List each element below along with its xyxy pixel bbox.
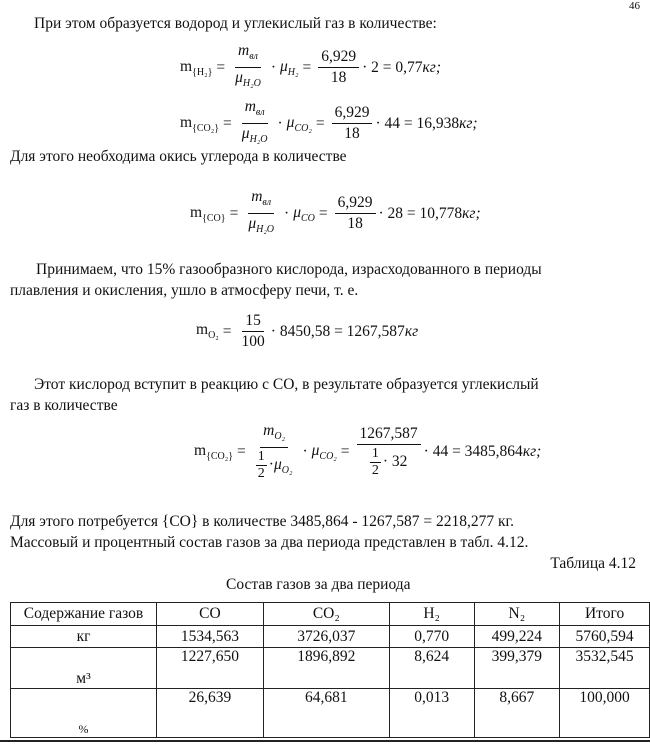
table-cell: 100,000 xyxy=(560,689,650,738)
table-row xyxy=(11,648,650,689)
table-cell: 26,639 xyxy=(157,689,264,738)
page-bottom-rule xyxy=(0,740,650,742)
table-label: Таблица 4.12 xyxy=(550,555,636,572)
table-title: Состав газов за два периода xyxy=(226,576,411,593)
paragraph-oxygen-line1: Принимаем, что 15% газообразного кислорода, израсходованного в периоды xyxy=(36,261,542,278)
table-header-cell: Содержание газов xyxy=(11,603,157,626)
equation-oxygen: $m_{O_2}$ = $\frac{15}{100}$ · 8450,58 = 1267,587 кг xyxy=(196,312,419,350)
table-cell: 1896,892 xyxy=(263,648,389,689)
page-number: 46 xyxy=(629,0,640,12)
table-cell: 499,224 xyxy=(474,626,560,648)
paragraph-intro: При этом образуется водород и углекислый газ в количестве: xyxy=(34,15,437,32)
paragraph-reaction-line2: газ в количестве xyxy=(10,397,118,414)
table-row-label: м³ xyxy=(11,648,157,689)
paragraph-oxygen-line2: плавления и окисления, ушло в атмосферу печи, т. е. xyxy=(10,282,359,299)
table-header-cell: CO₂ xyxy=(263,603,389,626)
table-header-cell: H₂ xyxy=(389,603,474,626)
paragraph-reaction-line1: Этот кислород вступит в реакцию с CO, в результате образуется углекислый xyxy=(34,376,539,393)
table-cell: 8,667 xyxy=(474,689,560,738)
gas-composition-table xyxy=(10,602,650,738)
equation-hydrogen: $m_{\{H_2\}}$ = $\frac{m_{вл}}{\mu_{H_2O}}$ · $\mu_{H_2}$ = $\frac{6,929}{18}$ · 2 = 0,77 кг; xyxy=(180,42,441,90)
paragraph-co-needed: Для этого необходима окись углерода в количестве xyxy=(10,148,347,165)
paragraph-co-required: Для этого потребуется {CO} в количестве 3485,864 - 1267,587 = 2218,277 кг. xyxy=(10,513,515,530)
table-cell: 3532,545 xyxy=(560,648,650,689)
equation-carbon-monoxide: $m_{\{CO\}}$ = $\frac{m_{вл}}{\mu_{H_2O}}$ · $\mu_{CO}$ = $\frac{6,929}{18}$ · 28 = 10,778 кг; xyxy=(190,188,481,236)
table-row xyxy=(11,626,650,648)
table-header-row xyxy=(11,603,650,626)
paragraph-table-reference: Массовый и процентный состав газов за два периода представлен в табл. 4.12. xyxy=(10,534,529,551)
table-row xyxy=(11,689,650,738)
table-cell: 8,624 xyxy=(389,648,474,689)
equation-carbon-dioxide: $m_{\{CO_2\}}$ = $\frac{m_{вл}}{\mu_{H_2O}}$ · $\mu_{CO_2}$ = $\frac{6,929}{18}$ · 44 = 16,938 кг; xyxy=(180,98,478,146)
table-row-label: кг xyxy=(11,626,157,648)
table-cell: 0,770 xyxy=(389,626,474,648)
table-cell: 5760,594 xyxy=(560,626,650,648)
table-cell: 64,681 xyxy=(263,689,389,738)
table-cell: 1534,563 xyxy=(157,626,264,648)
table-cell: 1227,650 xyxy=(157,648,264,689)
table-cell: 399,379 xyxy=(474,648,560,689)
table-row-label: % xyxy=(11,689,157,738)
table-header-cell: CO xyxy=(157,603,264,626)
table-cell: 0,013 xyxy=(389,689,474,738)
equation-co2-from-oxygen: $m_{\{CO_2\}}$ = $m_{O_2}$ $\frac{1}{2}$ $\cdot\mu_{O_2}$ · $\mu_{CO_2}$ = 1267,587 $\frac{1}{2}$ · 32 · 44 = 3485,864 кг; xyxy=(194,422,542,482)
table-cell: 3726,037 xyxy=(263,626,389,648)
table-header-cell: Итого xyxy=(560,603,650,626)
table-header-cell: N₂ xyxy=(474,603,560,626)
